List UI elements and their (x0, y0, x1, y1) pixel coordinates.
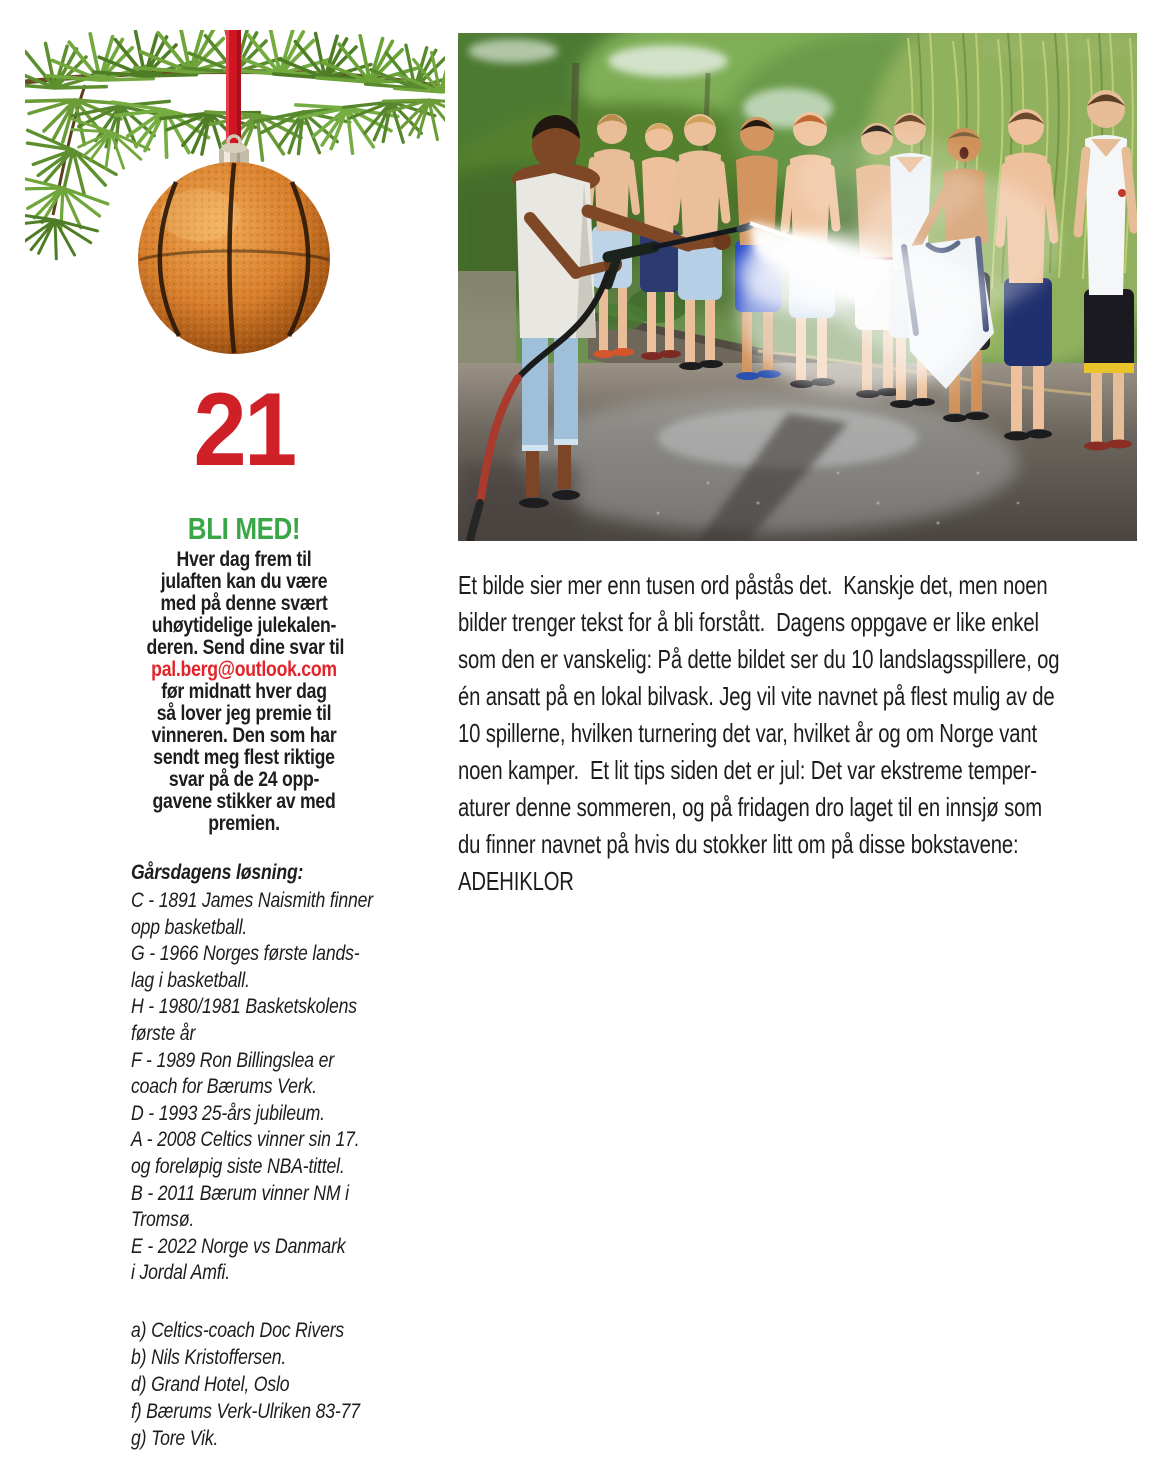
basketball-bauble (138, 162, 330, 354)
text-line: sendt meg flest riktige (153, 746, 335, 769)
solution-line: D - 1993 25-års jubileum. (131, 1101, 325, 1125)
task-line: noen kamper. Et lit tips siden det er jul: Det var ekstreme temper- (458, 755, 1037, 785)
text-line: Hver dag frem til (176, 548, 312, 571)
basketball-ornament-graphic (25, 30, 445, 370)
intro-lines-after (147, 681, 342, 835)
text-line: uhøytidelige julekalen- (151, 614, 337, 637)
join-heading (128, 513, 360, 545)
answer-line: f) Bærums Verk-Ulriken 83-77 (131, 1400, 360, 1423)
join-heading-text: BLI MED! (187, 511, 301, 546)
answer-line: a) Celtics-coach Doc Rivers (131, 1319, 345, 1342)
text-line: deren. Send dine svar til (146, 636, 345, 659)
solution-line: første år (131, 1021, 196, 1045)
task-line: som den er vanskelig: På dette bildet ser du 10 landslagsspillere, og (458, 644, 1060, 674)
task-line: én ansatt på en lokal bilvask. Jeg vil vite navnet på flest mulig av de (458, 681, 1055, 711)
intro-text (128, 549, 360, 835)
solution-line: opp basketball. (131, 915, 248, 939)
task-line: du finner navnet på hvis du stokker litt om på disse bokstavene: (458, 829, 1019, 859)
text-line: så lover jeg premie til (156, 702, 332, 725)
team-carwash-photo (458, 33, 1137, 541)
solution-line: B - 2011 Bærum vinner NM i (131, 1181, 349, 1205)
solution-heading: Gårsdagens løsning: (131, 861, 304, 884)
text-line: premien. (208, 812, 280, 835)
text-line: svar på de 24 opp- (168, 768, 320, 791)
text-line: med på denne svært (160, 592, 328, 615)
task-line: Et bilde sier mer enn tusen ord påstås det. Kanskje det, men noen (458, 570, 1048, 600)
solution-line: coach for Bærums Verk. (131, 1075, 317, 1099)
task-text (458, 567, 1165, 900)
intro-lines-before (146, 548, 345, 659)
solution-line: i Jordal Amfi. (131, 1261, 230, 1285)
yesterday-solution (131, 858, 471, 1287)
solution-line: A - 2008 Celtics vinner sin 17. (131, 1128, 360, 1152)
solution-line: og foreløpig siste NBA-tittel. (131, 1154, 345, 1178)
email-link[interactable]: pal.berg@outlook.com (151, 658, 337, 681)
text-line: før midnatt hver dag (161, 680, 327, 703)
solution-line: F - 1989 Ron Billingslea er (131, 1048, 335, 1072)
task-line: ADEHIKLOR (458, 866, 574, 896)
answer-line: d) Grand Hotel, Oslo (131, 1373, 290, 1396)
task-line: 10 spillerne, hvilken turnering det var, hvilket år og om Norge vant (458, 718, 1037, 748)
task-line: bilder trenger tekst for å bli forstått. Dagens oppgave er like enkel (458, 607, 1039, 637)
solution-line: E - 2022 Norge vs Danmark (131, 1234, 346, 1258)
solution-line: lag i basketball. (131, 968, 250, 992)
solution-lines (131, 888, 417, 1287)
text-line: vinneren. Den som har (151, 724, 337, 747)
text-line: gavene stikker av med (152, 790, 336, 813)
text-line: julaften kan du være (160, 570, 328, 593)
answer-line: b) Nils Kristoffersen. (131, 1346, 287, 1369)
solution-line: Tromsø. (131, 1208, 195, 1232)
answer-line: g) Tore Vik. (131, 1427, 219, 1450)
task-line: aturer denne sommeren, og på fridagen dro laget til en innsjø som (458, 792, 1042, 822)
answer-options (131, 1317, 471, 1452)
solution-line: G - 1966 Norges første lands- (131, 942, 360, 966)
day-number: 21 (193, 372, 295, 488)
solution-line: C - 1891 James Naismith finner (131, 889, 374, 912)
solution-line: H - 1980/1981 Basketskolens (131, 995, 357, 1019)
